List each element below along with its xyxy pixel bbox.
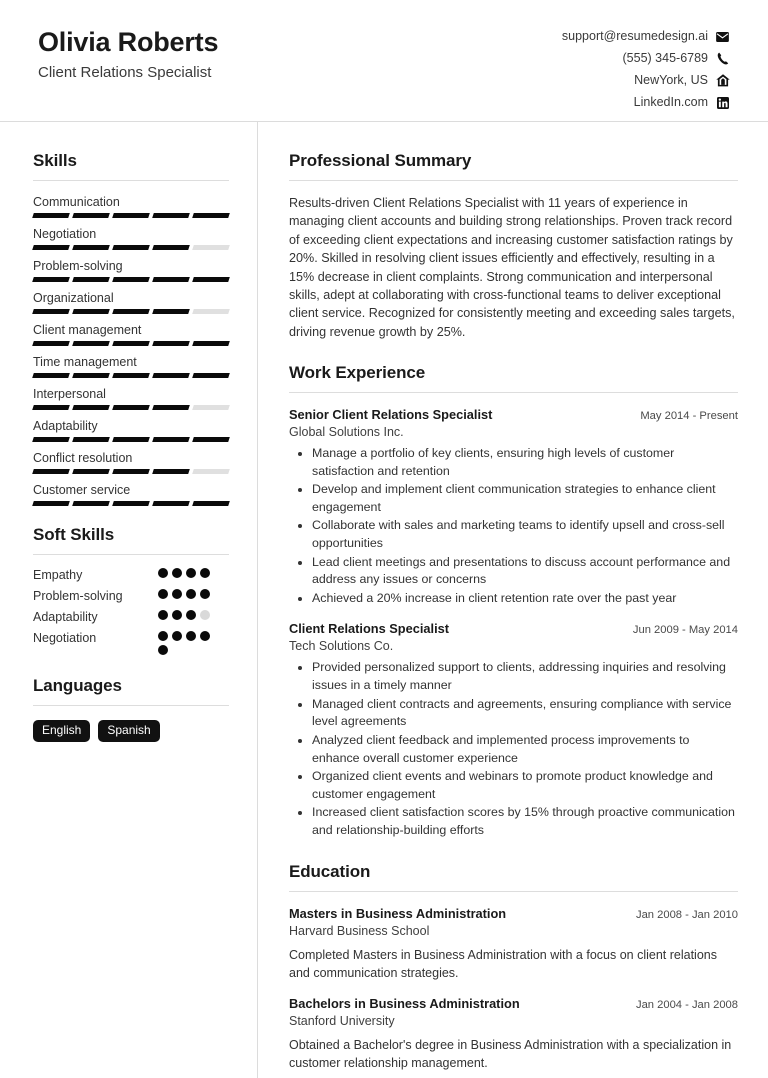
entry-header (289, 407, 738, 422)
skill-segment (72, 501, 110, 506)
skill-segment (32, 245, 70, 250)
language-badge: Spanish (98, 720, 159, 742)
skill-segment (32, 277, 70, 282)
summary-rule (289, 180, 738, 181)
skill-name: Interpersonal (33, 387, 106, 401)
skill-segment (112, 405, 150, 410)
skill-name: Negotiation (33, 227, 97, 241)
skill-segment (192, 309, 230, 314)
skill-rating-bar (33, 309, 229, 314)
skill-rating-bar (33, 405, 229, 410)
language-badge: English (33, 720, 90, 742)
home-icon (715, 74, 730, 87)
skill-segment (32, 501, 70, 506)
education-description: Obtained a Bachelor's degree in Business Administration with a specialization in customer relationship management. (289, 1037, 732, 1070)
soft-skill-dot (186, 589, 196, 599)
skill-segment (32, 405, 70, 410)
soft-skill-dot (186, 610, 196, 620)
responsibility-item: • Organized client events and webinars to promote product knowledge and customer engagement (312, 768, 738, 803)
soft-skill-dots (158, 589, 220, 599)
education-title: Education (289, 861, 371, 881)
skill-name: Conflict resolution (33, 451, 133, 465)
skill-segment (152, 213, 190, 218)
school-name: Harvard Business School (289, 923, 430, 938)
responsibility-item: • Lead client meetings and presentations to discuss account performance and address any issues or concerns (312, 554, 738, 589)
skill-segment (152, 373, 190, 378)
summary-text: Results-driven Client Relations Specialist with 11 years of experience in managing client accounts and building strong relationships. Proven track record of exceeding client expectations and increasing customer satisfaction ratings by 20%. Skilled in resolving client issues efficiently and effectively, resulting in a 15% decrease in client complaints. Strong communication and interpersonal skills, adept at collaborating with cross-functional teams to deliver exceptional client service. Recognized for consistently meeting and exceeding sales targets, driving revenue growth by 25%. (289, 196, 735, 339)
skill-segment (72, 309, 110, 314)
soft-skills-section (33, 525, 229, 655)
skill-rating-bar (33, 501, 229, 506)
responsibility-item: • Manage a portfolio of key clients, ensuring high levels of customer satisfaction and retention (312, 445, 738, 480)
skill-rating-bar (33, 245, 229, 250)
skill-name: Communication (33, 195, 120, 209)
skill-segment (152, 405, 190, 410)
languages-section (33, 676, 229, 742)
soft-skill-dot (200, 631, 210, 641)
skill-segment (32, 341, 70, 346)
skill-segment (152, 245, 190, 250)
skill-name: Client management (33, 323, 142, 337)
skill-segment (72, 245, 110, 250)
soft-skills-rule (33, 554, 229, 555)
skills-title: Skills (33, 151, 77, 170)
job-date-range: Jun 2009 - May 2014 (632, 624, 738, 637)
responsibility-item: • Analyzed client feedback and implemented process improvements to enhance overall customer experience (312, 732, 738, 767)
soft-skill-label: Problem-solving (33, 589, 123, 603)
skill-segment (192, 405, 230, 410)
soft-skills-title: Soft Skills (33, 525, 115, 544)
languages-list (33, 720, 229, 742)
responsibility-item: • Increased client satisfaction scores by 15% through proactive communication and relationship-building efforts (312, 804, 738, 839)
degree-date-range: Jan 2004 - Jan 2008 (635, 998, 738, 1011)
candidate-role: Client Relations Specialist (38, 64, 212, 82)
experience-entry (289, 621, 738, 839)
education-description: Completed Masters in Business Administration with a focus on client relations and communication strategies. (289, 947, 717, 980)
soft-skill-dot (158, 568, 168, 578)
skill-segment (112, 245, 150, 250)
contact-row[interactable] (562, 74, 730, 87)
soft-skill-dot (158, 645, 168, 655)
responsibility-item: • Collaborate with sales and marketing teams to identify upsell and cross-sell opportunities (312, 517, 738, 552)
contact-text: support@resumedesign.ai (561, 29, 708, 44)
soft-skill-dot (172, 631, 182, 641)
skill-segment (72, 405, 110, 410)
entry-header (289, 621, 738, 636)
education-list (289, 906, 738, 1073)
soft-skill-dot (172, 568, 182, 578)
soft-skill-dots (158, 610, 220, 620)
job-title: Senior Client Relations Specialist (289, 407, 493, 422)
experience-entry (289, 407, 738, 607)
skill-segment (112, 341, 150, 346)
skill-segment (152, 501, 190, 506)
skill-segment (192, 373, 230, 378)
skill-segment (192, 213, 230, 218)
contact-block (562, 26, 730, 118)
skill-segment (112, 469, 150, 474)
degree-title: Bachelors in Business Administration (289, 995, 520, 1011)
degree-title: Masters in Business Administration (289, 905, 507, 921)
job-title: Client Relations Specialist (289, 621, 450, 637)
experience-title: Work Experience (289, 363, 426, 382)
skill-segment (112, 277, 150, 282)
experience-list (289, 407, 738, 840)
responsibility-item: • Managed client contracts and agreements, ensuring compliance with service level agreements (312, 696, 738, 731)
main-column (258, 121, 768, 1078)
soft-skill-dot (172, 589, 182, 599)
contact-row[interactable] (562, 52, 730, 65)
soft-skill-row (33, 631, 229, 655)
skill-rating-bar (33, 277, 229, 282)
soft-skill-dots (158, 631, 220, 655)
soft-skill-row (33, 568, 229, 582)
resume-header (0, 0, 768, 121)
experience-rule (289, 392, 738, 393)
soft-skill-label: Adaptability (33, 610, 98, 624)
soft-skill-dot (200, 568, 210, 578)
education-section (289, 862, 738, 1073)
soft-skill-dots (158, 568, 220, 578)
skill-segment (32, 469, 70, 474)
soft-skill-dot (186, 568, 196, 578)
contact-text: (555) 345-6789 (622, 51, 708, 66)
skill-segment (72, 373, 110, 378)
job-date-range: May 2014 - Present (640, 410, 738, 422)
skill-rating-bar (33, 373, 229, 378)
identity-block (38, 26, 218, 81)
experience-section (289, 363, 738, 840)
skill-segment (192, 277, 230, 282)
soft-skill-label: Empathy (33, 568, 83, 582)
skill-rating-bar (33, 437, 229, 442)
skill-segment (72, 277, 110, 282)
education-rule (289, 891, 738, 892)
skill-rating-bar (33, 469, 229, 474)
contact-text: NewYork, US (634, 73, 708, 88)
employer-name: Global Solutions Inc. (289, 425, 404, 439)
skills-list (33, 195, 229, 506)
skill-rating-bar (33, 341, 229, 346)
skill-name: Customer service (33, 483, 131, 497)
languages-title: Languages (33, 676, 122, 695)
soft-skill-dot (158, 589, 168, 599)
degree-date-range: Jan 2008 - Jan 2010 (635, 908, 738, 921)
skill-segment (32, 213, 70, 218)
linkedin-icon (715, 96, 730, 109)
envelope-icon (715, 30, 730, 43)
skill-segment (192, 501, 230, 506)
skill-segment (72, 437, 110, 442)
responsibility-item: • Develop and implement client communication strategies to enhance client engagement (312, 481, 738, 516)
employer-name: Tech Solutions Co. (289, 639, 394, 654)
soft-skill-dot (200, 589, 210, 599)
contact-row[interactable] (562, 30, 730, 43)
contact-row[interactable] (562, 96, 730, 109)
soft-skill-dot (158, 610, 168, 620)
responsibility-item: • Achieved a 20% increase in client retention rate over the past year (312, 590, 738, 608)
skill-segment (192, 437, 230, 442)
soft-skill-row (33, 589, 229, 603)
languages-rule (33, 705, 229, 706)
skill-segment (112, 309, 150, 314)
skill-segment (152, 341, 190, 346)
skill-segment (112, 373, 150, 378)
soft-skill-label: Negotiation (33, 631, 97, 645)
soft-skill-dot (200, 610, 210, 620)
summary-title: Professional Summary (289, 151, 472, 170)
summary-section (289, 151, 738, 341)
responsibility-list (289, 659, 738, 839)
header-divider (0, 121, 768, 122)
skills-rule (33, 180, 229, 181)
skill-name: Organizational (33, 291, 114, 305)
education-entry (289, 906, 738, 982)
skill-segment (192, 469, 230, 474)
phone-icon (715, 52, 730, 65)
skill-segment (152, 437, 190, 442)
skill-segment (72, 341, 110, 346)
skill-segment (112, 437, 150, 442)
skill-segment (112, 213, 150, 218)
candidate-name: Olivia Roberts (38, 27, 219, 57)
skill-segment (152, 277, 190, 282)
skill-segment (152, 309, 190, 314)
soft-skill-dot (186, 631, 196, 641)
skill-name: Time management (33, 355, 137, 369)
responsibility-item: • Provided personalized support to clients, addressing inquiries and resolving issues in a timely manner (312, 659, 738, 694)
sidebar-column (0, 121, 257, 1078)
skill-name: Adaptability (33, 419, 98, 433)
skill-segment (32, 437, 70, 442)
soft-skills-list (33, 568, 229, 655)
skill-segment (192, 245, 230, 250)
skill-segment (32, 373, 70, 378)
skill-segment (32, 309, 70, 314)
soft-skill-dot (158, 631, 168, 641)
skill-segment (72, 469, 110, 474)
skill-segment (192, 341, 230, 346)
skill-rating-bar (33, 213, 229, 218)
skill-segment (152, 469, 190, 474)
education-entry (289, 996, 738, 1072)
entry-header (289, 906, 738, 921)
soft-skill-row (33, 610, 229, 624)
contact-text: LinkedIn.com (633, 95, 708, 110)
responsibility-list (289, 445, 738, 607)
skill-segment (72, 213, 110, 218)
school-name: Stanford University (289, 1013, 395, 1028)
skill-segment (112, 501, 150, 506)
skill-name: Problem-solving (33, 259, 123, 273)
skills-section (33, 151, 229, 506)
entry-header (289, 996, 738, 1011)
resume-body (0, 121, 768, 1078)
soft-skill-dot (172, 610, 182, 620)
